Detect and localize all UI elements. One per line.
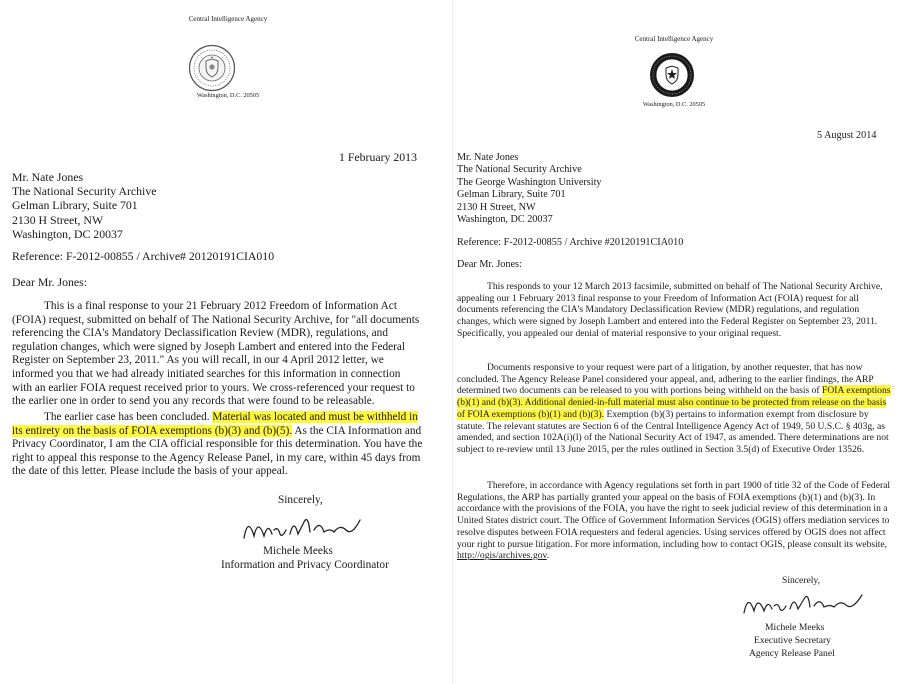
closing: Sincerely, (782, 575, 821, 586)
letter-date: 1 February 2013 (339, 150, 417, 164)
address-line: Gelman Library, Suite 701 (12, 198, 138, 213)
signature-icon (738, 587, 868, 621)
para-text: As the CIA Information and Privacy Coordinator, I am the CIA official responsible for this determination. You have the right to appeal this response to the Agency Release Panel, in my care, within 45 days from the date of this letter. Please include the basis of your appeal. (12, 424, 423, 478)
letter-right (452, 0, 920, 684)
address-line: Mr. Nate Jones (12, 170, 84, 184)
recipient-address (12, 170, 156, 241)
address-line: 2130 H Street, NW (457, 201, 536, 213)
body-paragraph-1: This is a final response to your 21 February 2012 Freedom of Information Act (FOIA) request, submitted on behalf of The National Security Archive, for "all documents referencing the CIA's Mandatory Declassification Review (MDR), regulations, and regulation changes, which were signed by Joseph Lambert and entered into the Federal Register on September 23, 2011." As you will recall, in our 4 April 2012 letter, we informed you that we had already initiated searches for this information in connection with an earlier FOIA request received prior to yours. We cross-referenced your request to the earlier one in order to send you any records that were found to be releasable. (12, 300, 420, 408)
letter-left (0, 0, 452, 684)
address-line: Gelman Library, Suite 701 (457, 189, 566, 201)
para-text: Exemption (b)(3) pertains to information exempt from disclosure by statute. The relevant statutes are Section 6 of the Central Intelligence Agency Act of 1949, 50 U.S.C. § 403g, as amended, and section 102A(i)(l) of the National Security Act of 1947, as amended. There determinations are not subject to re-review until 13 June 2015, per the rules outlined in Section 3.5(d) of Executive Order 13526. (457, 408, 889, 455)
highlighted-text: FOIA exemptions (b)(1) and (b)(3). Additional denied-in-full material must also continue to be protected from release on the basis of FOIA exemptions (b)(1) and (b)(3). (457, 385, 891, 420)
signer-name: Michele Meeks (765, 622, 825, 633)
para-text: The earlier case has been concluded. (44, 411, 213, 423)
letter-date: 5 August 2014 (817, 130, 877, 141)
agency-name: Central Intelligence Agency (634, 35, 714, 43)
recipient-address (457, 152, 602, 226)
cia-seal-icon (649, 52, 695, 98)
address-line: Washington, DC 20037 (12, 226, 123, 241)
body-paragraph-3 (457, 480, 893, 562)
signer-name: Michele Meeks (263, 545, 333, 557)
salutation: Dear Mr. Jones: (457, 259, 522, 270)
agency-name: Central Intelligence Agency (188, 15, 268, 23)
body-paragraph-2 (457, 362, 895, 456)
para-text: Therefore, in accordance with Agency regulations set forth in part 1900 of title 32 of the Code of Federal Regulations, the ARP has partially granted your appeal on the basis of FOIA exemptions (b)(1) and (b)(3). In accordance with the provisions of the FOIA, you have the right to seek judicial review of this determination in a United States district court. The Office of Government Information Services (OGIS) offers mediation services to resolve disputes between FOIA requesters and federal agencies. Using services offered by OGIS does not affect your right to pursue litigation. For more information, including how to contact OGIS, please consult its website, (457, 480, 891, 550)
cia-seal-icon (188, 44, 236, 92)
highlighted-text: Material was located and must be withheld in its entirety on the basis of FOIA exemptions (b)(3) and (b)(5). (12, 411, 418, 437)
ogis-website-link[interactable]: http://ogis/archives.gov (457, 550, 547, 562)
agency-city: Washington, D.C. 20505 (196, 92, 260, 99)
para-text: . (546, 550, 550, 562)
address-line: The National Security Archive (457, 164, 582, 176)
reference-line: Reference: F-2012-00855 / Archive# 20120191CIA010 (12, 249, 275, 263)
reference-line: Reference: F-2012-00855 / Archive #20120191CIA010 (457, 237, 684, 248)
signer-panel: Agency Release Panel (749, 648, 835, 659)
signature-icon (238, 508, 368, 548)
salutation: Dear Mr. Jones: (12, 275, 88, 289)
address-line: Washington, DC 20037 (457, 214, 553, 226)
signer-title: Information and Privacy Coordinator (221, 559, 389, 571)
address-line: Mr. Nate Jones (457, 152, 519, 163)
para-text: Documents responsive to your request were part of a litigation, by another requester, that has now concluded. The Agency Release Panel considered your appeal, and, adhering to the earlier findings, the ARP determined two documents can be released to you with portions being withheld on the basis of (457, 362, 874, 397)
address-line: 2130 H Street, NW (12, 212, 104, 227)
closing: Sincerely, (278, 494, 323, 506)
agency-city: Washington, D.C. 20505 (642, 101, 706, 108)
address-line: The National Security Archive (12, 184, 157, 199)
address-line: The George Washington University (457, 176, 602, 188)
body-paragraph-2 (12, 411, 427, 479)
signer-title: Executive Secretary (754, 635, 831, 646)
body-paragraph-1: This responds to your 12 March 2013 facsimile, submitted on behalf of The National Security Archive, appealing our 1 February 2013 final response to your Freedom of Information Act (FOIA) request for all documents referencing the CIA's Mandatory Declassification Review (MDR) regulations, and regulation changes, which were signed by Joseph Lambert and entered into the Federal Register on September 23, 2011. Specifically, you appealed our denial of material responsive to your original request. (457, 281, 883, 339)
